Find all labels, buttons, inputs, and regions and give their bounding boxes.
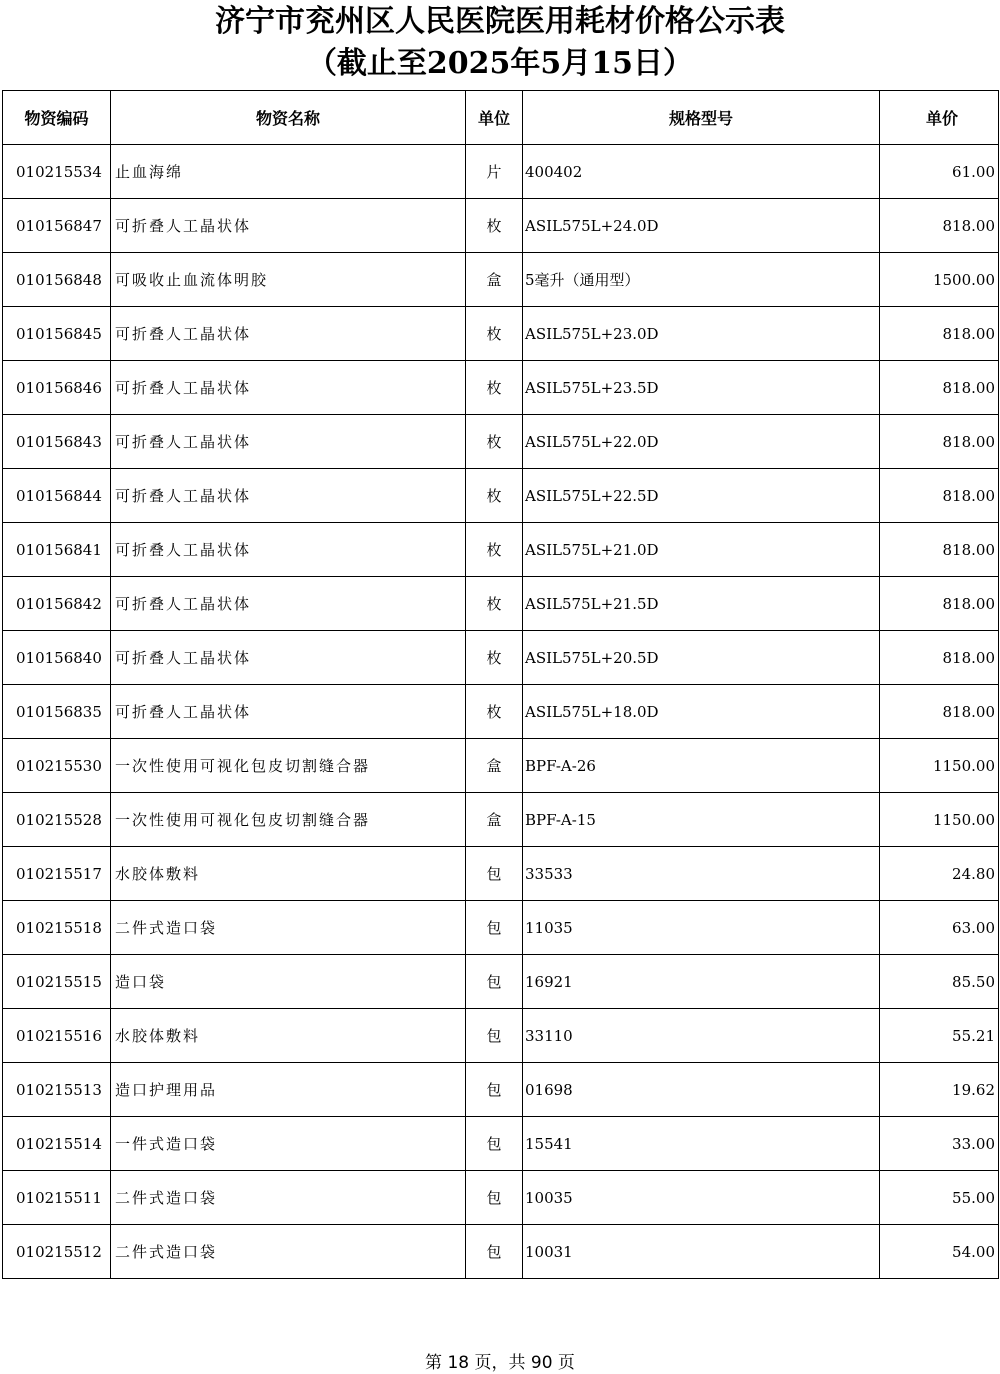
cell-price: 85.50 <box>880 955 999 1009</box>
cell-code: 010215516 <box>3 1009 111 1063</box>
cell-code: 010215515 <box>3 955 111 1009</box>
table-row <box>3 469 999 523</box>
cell-spec: 400402 <box>523 145 880 199</box>
table-row <box>3 955 999 1009</box>
cell-code: 010215511 <box>3 1171 111 1225</box>
cell-price: 818.00 <box>880 523 999 577</box>
cell-unit: 枚 <box>466 469 523 523</box>
cell-price: 1500.00 <box>880 253 999 307</box>
cell-spec: ASIL575L+20.5D <box>523 631 880 685</box>
cell-code: 010156844 <box>3 469 111 523</box>
cell-unit: 包 <box>466 901 523 955</box>
cell-unit: 包 <box>466 1171 523 1225</box>
cell-spec: 5毫升（通用型） <box>523 253 880 307</box>
page-title: 济宁市兖州区人民医院医用耗材价格公示表 <box>215 4 785 39</box>
table-row <box>3 631 999 685</box>
cell-code: 010156835 <box>3 685 111 739</box>
cell-unit: 包 <box>466 1117 523 1171</box>
cell-name: 可折叠人工晶状体 <box>111 469 466 523</box>
cell-unit: 枚 <box>466 577 523 631</box>
cell-unit: 包 <box>466 847 523 901</box>
cell-price: 818.00 <box>880 631 999 685</box>
table-row <box>3 1009 999 1063</box>
cell-name: 可折叠人工晶状体 <box>111 415 466 469</box>
table-row <box>3 847 999 901</box>
cell-spec: ASIL575L+22.5D <box>523 469 880 523</box>
cell-spec: 33110 <box>523 1009 880 1063</box>
cell-price: 61.00 <box>880 145 999 199</box>
table-row <box>3 901 999 955</box>
cell-code: 010156841 <box>3 523 111 577</box>
cell-unit: 枚 <box>466 523 523 577</box>
cell-price: 1150.00 <box>880 793 999 847</box>
header-unit: 单位 <box>466 91 523 145</box>
table-row <box>3 1063 999 1117</box>
table-row <box>3 199 999 253</box>
cell-unit: 枚 <box>466 415 523 469</box>
cell-unit: 枚 <box>466 199 523 253</box>
cell-unit: 包 <box>466 955 523 1009</box>
cell-unit: 盒 <box>466 793 523 847</box>
cell-code: 010215513 <box>3 1063 111 1117</box>
cell-code: 010215514 <box>3 1117 111 1171</box>
cell-code: 010156845 <box>3 307 111 361</box>
cell-code: 010215518 <box>3 901 111 955</box>
cell-name: 一次性使用可视化包皮切割缝合器 <box>111 793 466 847</box>
cell-name: 可折叠人工晶状体 <box>111 307 466 361</box>
cell-name: 可折叠人工晶状体 <box>111 685 466 739</box>
cell-name: 造口护理用品 <box>111 1063 466 1117</box>
cell-price: 818.00 <box>880 577 999 631</box>
table-row <box>3 361 999 415</box>
table-row <box>3 577 999 631</box>
cell-name: 可折叠人工晶状体 <box>111 361 466 415</box>
cell-code: 010156847 <box>3 199 111 253</box>
cell-name: 二件式造口袋 <box>111 1171 466 1225</box>
cell-price: 55.21 <box>880 1009 999 1063</box>
table-row <box>3 739 999 793</box>
table-row <box>3 145 999 199</box>
cell-spec: 10031 <box>523 1225 880 1279</box>
page-footer: 第 18 页，共 90 页 <box>425 1353 575 1373</box>
header-spec: 规格型号 <box>523 91 880 145</box>
cell-code: 010215530 <box>3 739 111 793</box>
cell-code: 010156843 <box>3 415 111 469</box>
cell-name: 可折叠人工晶状体 <box>111 577 466 631</box>
cell-unit: 片 <box>466 145 523 199</box>
cell-name: 一次性使用可视化包皮切割缝合器 <box>111 739 466 793</box>
header-price: 单价 <box>880 91 999 145</box>
cell-spec: ASIL575L+22.0D <box>523 415 880 469</box>
table-row <box>3 415 999 469</box>
cell-price: 818.00 <box>880 361 999 415</box>
cell-price: 818.00 <box>880 685 999 739</box>
header-code: 物资编码 <box>3 91 111 145</box>
cell-code: 010156840 <box>3 631 111 685</box>
cell-unit: 枚 <box>466 685 523 739</box>
cell-name: 造口袋 <box>111 955 466 1009</box>
cell-code: 010215534 <box>3 145 111 199</box>
table-row <box>3 253 999 307</box>
header-name: 物资名称 <box>111 91 466 145</box>
table-row <box>3 1117 999 1171</box>
cell-spec: ASIL575L+24.0D <box>523 199 880 253</box>
table-row <box>3 685 999 739</box>
cell-price: 19.62 <box>880 1063 999 1117</box>
cell-spec: ASIL575L+23.0D <box>523 307 880 361</box>
cell-spec: 11035 <box>523 901 880 955</box>
cell-name: 可折叠人工晶状体 <box>111 631 466 685</box>
table-row <box>3 523 999 577</box>
cell-spec: 10035 <box>523 1171 880 1225</box>
cell-name: 二件式造口袋 <box>111 1225 466 1279</box>
cell-unit: 枚 <box>466 361 523 415</box>
cell-unit: 枚 <box>466 631 523 685</box>
cell-name: 一件式造口袋 <box>111 1117 466 1171</box>
cell-spec: ASIL575L+18.0D <box>523 685 880 739</box>
table-header-row <box>3 91 999 145</box>
cell-price: 818.00 <box>880 469 999 523</box>
cell-unit: 包 <box>466 1063 523 1117</box>
cell-spec: BPF-A-15 <box>523 793 880 847</box>
cell-spec: 15541 <box>523 1117 880 1171</box>
cell-name: 水胶体敷料 <box>111 847 466 901</box>
cell-name: 可折叠人工晶状体 <box>111 523 466 577</box>
table-row <box>3 793 999 847</box>
cell-code: 010156846 <box>3 361 111 415</box>
cell-code: 010156848 <box>3 253 111 307</box>
cell-unit: 包 <box>466 1225 523 1279</box>
cell-unit: 盒 <box>466 739 523 793</box>
page-subtitle: （截止至2025年5月15日） <box>306 46 694 81</box>
cell-price: 818.00 <box>880 199 999 253</box>
table-row <box>3 1171 999 1225</box>
cell-spec: 33533 <box>523 847 880 901</box>
cell-price: 1150.00 <box>880 739 999 793</box>
cell-spec: 01698 <box>523 1063 880 1117</box>
cell-price: 63.00 <box>880 901 999 955</box>
cell-spec: BPF-A-26 <box>523 739 880 793</box>
cell-code: 010215528 <box>3 793 111 847</box>
cell-spec: 16921 <box>523 955 880 1009</box>
table-row <box>3 307 999 361</box>
cell-code: 010215517 <box>3 847 111 901</box>
cell-price: 55.00 <box>880 1171 999 1225</box>
cell-spec: ASIL575L+21.5D <box>523 577 880 631</box>
cell-name: 止血海绵 <box>111 145 466 199</box>
cell-code: 010215512 <box>3 1225 111 1279</box>
cell-unit: 包 <box>466 1009 523 1063</box>
cell-price: 24.80 <box>880 847 999 901</box>
cell-name: 可吸收止血流体明胶 <box>111 253 466 307</box>
cell-name: 水胶体敷料 <box>111 1009 466 1063</box>
cell-price: 54.00 <box>880 1225 999 1279</box>
cell-price: 818.00 <box>880 415 999 469</box>
table-row <box>3 1225 999 1279</box>
price-table <box>2 90 999 1279</box>
cell-code: 010156842 <box>3 577 111 631</box>
cell-spec: ASIL575L+21.0D <box>523 523 880 577</box>
cell-price: 818.00 <box>880 307 999 361</box>
cell-unit: 枚 <box>466 307 523 361</box>
cell-spec: ASIL575L+23.5D <box>523 361 880 415</box>
cell-price: 33.00 <box>880 1117 999 1171</box>
cell-unit: 盒 <box>466 253 523 307</box>
cell-name: 二件式造口袋 <box>111 901 466 955</box>
cell-name: 可折叠人工晶状体 <box>111 199 466 253</box>
